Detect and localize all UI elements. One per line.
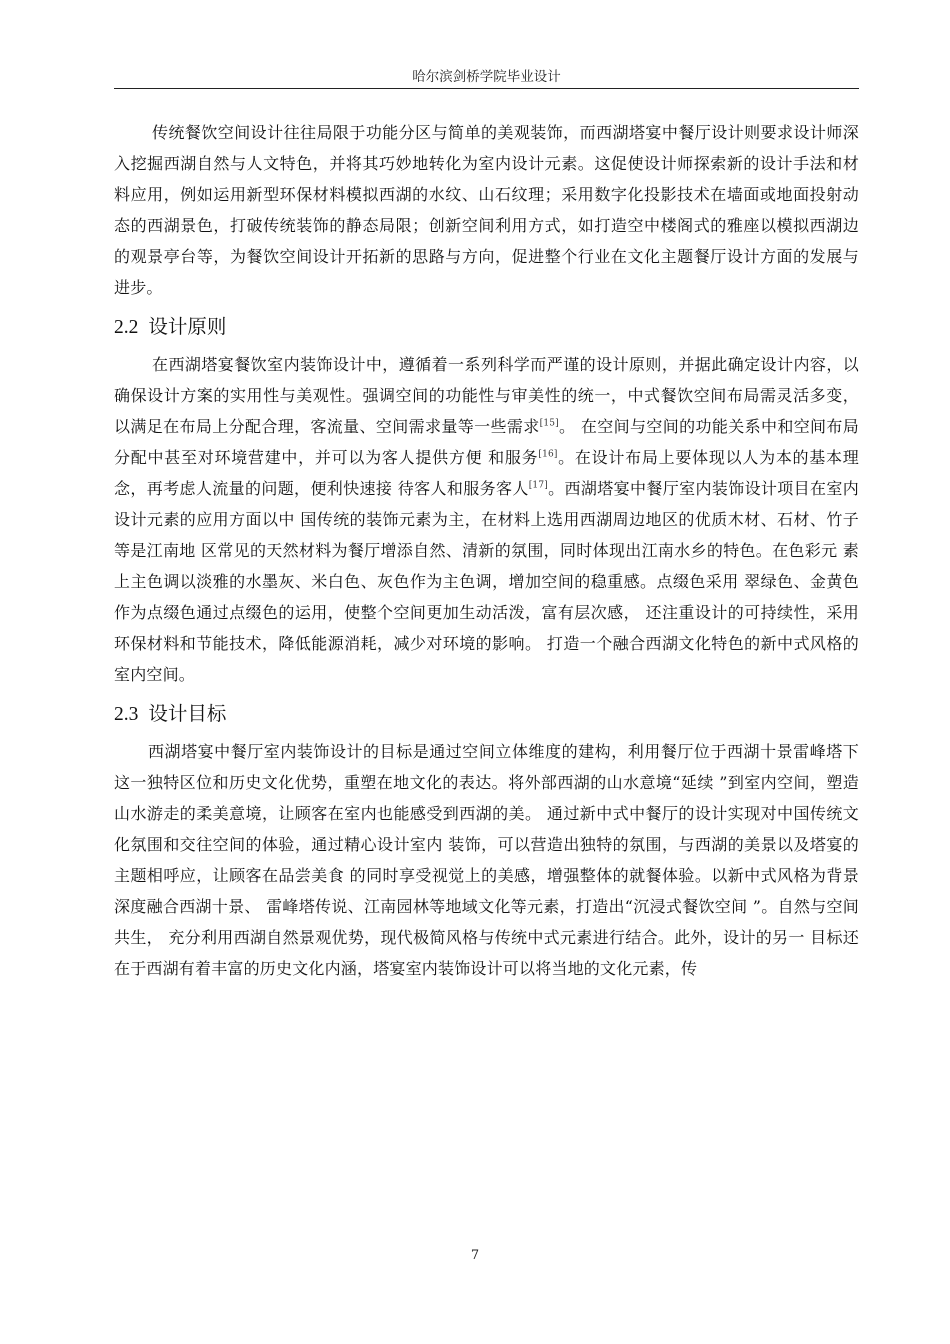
- paragraph-text: 。在设计布局上要体现以人为本的基本理念，再考虑人流量的问题，便利快速接 待客人和服务客人: [114, 448, 859, 499]
- intro-paragraph: 传统餐饮空间设计往往局限于功能分区与简单的美观装饰，而西湖塔宴中餐厅设计则要求设计师深入挖掘西湖自然与人文特色，并将其巧妙地转化为室内设计元素。这促使设计师探索新的设计手法和材料应用，例如运用新型环保材料模拟西湖的水纹、山石纹理；采用数字化投影技术在墙面或地面投射动态的西湖景色，打破传统装饰的静态局限；创新空间利用方式，如打造空中楼阁式的雅座以模拟西湖边的观景亭台等，为餐饮空间设计开拓新的思路与方向，促进整个行业在文化主题餐厅设计方面的发展与进步。: [114, 123, 859, 297]
- principles-paragraph: [114, 350, 859, 690]
- section-heading-2-2: [114, 309, 859, 346]
- paragraph-text: 。西湖塔宴中餐厅室内装饰设计项目在室内设计元素的应用方面以中 国传统的装饰元素为主，在材料上选用西湖周边地区的优质木材、石材、竹子等是江南地 区常见的天然材料为餐厅增添自然、清新的氛围，同时体现出江南水乡的特色。在色彩元 素上主色调以淡雅的水墨灰、米白色、灰色作为主色调，增加空间的稳重感。点缀色采用 翠绿色、金黄色作为点缀色通过点缀色的运用，使整个空间更加生动活泼，富有层次感， 还注重设计的可持续性，采用环保材料和节能技术，降低能源消耗，减少对环境的影响。 打造一个融合西湖文化特色的新中式风格的室内空间。: [114, 479, 859, 684]
- goals-paragraph: 西湖塔宴中餐厅室内装饰设计的目标是通过空间立体维度的建构，利用餐厅位于西湖十景雷峰塔下这一独特区位和历史文化优势，重塑在地文化的表达。将外部西湖的山水意境“延续 ”到室内空间，塑造山水游走的柔美意境，让顾客在室内也能感受到西湖的美。 通过新中式中餐厅的设计实现对中国传统文化氛围和交往空间的体验，通过精心设计室内 装饰，可以营造出独特的氛围，与西湖的美景以及塔宴的主题相呼应，让顾客在品尝美食 的同时享受视觉上的美感，增强整体的就餐体验。以新中式风格为背景深度融合西湖十景、 雷峰塔传说、江南园林等地域文化等元素，打造出“沉浸式餐饮空间 ”。自然与空间共生， 充分利用西湖自然景观优势，现代极简风格与传统中式元素进行结合。此外，设计的另一 目标还在于西湖有着丰富的历史文化内涵，塔宴室内装饰设计可以将当地的文化元素，传: [114, 742, 859, 978]
- citation-ref: [15]: [539, 418, 559, 429]
- paragraph-text: 在西湖塔宴餐饮室内装饰设计中，遵循着一系列科学而严谨的设计原则，并据此确定设计内容，以确保设计方案的实用性与美观性。强调空间的功能性与审美性的统一，中式餐饮空间布局需灵活多变，以满足在布局上分配合理，客流量、空间需求量等一些需求: [114, 355, 859, 437]
- citation-ref: [17]: [528, 480, 548, 491]
- section-heading-2-3: [114, 696, 859, 733]
- page-body: [114, 118, 859, 985]
- section-number: 2.3: [114, 704, 139, 726]
- section-title: 设计目标: [148, 702, 227, 726]
- header-divider: [114, 88, 859, 89]
- paragraph-text: 。 在空间与空间的功能关系中和空间布局分配中甚至对环境营建中，并可以为客人提供方便 和服务: [114, 417, 859, 468]
- section-title: 设计原则: [148, 315, 227, 339]
- section-number: 2.2: [114, 317, 139, 339]
- citation-ref: [16]: [538, 449, 558, 460]
- page-header: 哈尔滨剑桥学院毕业设计: [412, 69, 561, 85]
- page-number: 7: [470, 1248, 480, 1263]
